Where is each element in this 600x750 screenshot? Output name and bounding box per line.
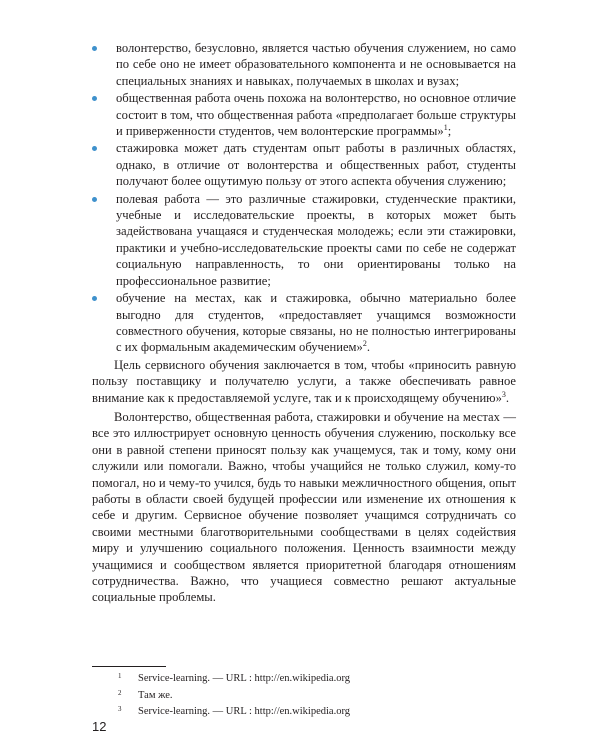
footnotes: [118, 671, 498, 721]
paragraph: Цель сервисного обучения заключается в том, чтобы «приносить равную пользу поставщику и получателю услуги, а также обеспечивать равное внимание как к предоставляемой услуге, так и к происходящему обучению»$^3$.: [92, 357, 516, 405]
bullet-dot-icon: [92, 146, 97, 151]
page-number: 12: [92, 719, 107, 734]
main-text: [92, 40, 516, 606]
list-item: обучение на местах, как и стажировка, обычно материально более выгодно для студентов, «предоставляет учащимся возможности совместного обучения, которые связаны, но не полностью интегрированы с их формальным академическим обучением»$^2$.: [92, 290, 516, 356]
list-item: стажировка может дать студентам опыт работы в различных областях, однако, в отличие от волонтерства и общественных работ, студенты получают более ощутимую пользу от этого аспекта обучения служению;: [92, 140, 516, 189]
list-item: волонтерство, безусловно, является частью обучения служением, но само по себе оно не имеет образовательного компонента и не основывается на специальных знаниях и навыках, получаемых в школах и вузах;: [92, 40, 516, 89]
bullet-dot-icon: [92, 46, 97, 51]
footnote-ref: 3: [501, 389, 506, 399]
footnote: 2 Там же.: [118, 688, 173, 701]
footnote: 3 Service-learning. — URL : http://en.wikipedia.org: [118, 705, 350, 718]
list-item: полевая работа — это различные стажировки, студенческие практики, учебные и исследовательские проекты, в которых может быть задействована учащаяся и студенческая молодежь; если эти стажировки, практики и учебно-исследовательские проекты сами по себе не содержат социальную направленность, то они ориентированы только на профессиональное развитие;: [92, 191, 516, 289]
footnote: 1 Service-learning. — URL : http://en.wikipedia.org: [118, 672, 350, 684]
bullet-dot-icon: [92, 96, 97, 101]
bullet-dot-icon: [92, 197, 97, 202]
paragraph: Волонтерство, общественная работа, стажировки и обучение на местах — все это иллюстрирует основную ценность обучения служению, поскольку все они в равной степени приносят пользу как учащемуся, так и тому, кому они служили или помогали. Важно, чтобы учащийся не только служил, кому-то помогал, но и чему-то учился, будь то навыки межличностного общения, опыт работы в области своей будущей профессии или изменение их отношения к себе и другим. Сервисное обучение позволяет учащимся сотрудничать со своими местными благотворительными сообществами в целях содействия миру и улучшению социального положения. Ценность взаимности между учащимися и сообществом является приоритетной благодаря отношениям сотрудничества. Важно, что учащиеся совместно решают актуальные социальные проблемы.: [92, 409, 516, 605]
footnote-divider: [92, 666, 166, 667]
list-item: общественная работа очень похожа на волонтерство, но основное отличие состоит в том, что общественная работа «предполагает больше структуры и приверженности студентов, чем волонтерские программы»$^1$;: [92, 90, 516, 139]
bullet-dot-icon: [92, 296, 97, 301]
bullet-list: [92, 40, 516, 356]
footnote-ref: 1: [443, 122, 448, 132]
footnote-ref: 2: [362, 339, 367, 349]
